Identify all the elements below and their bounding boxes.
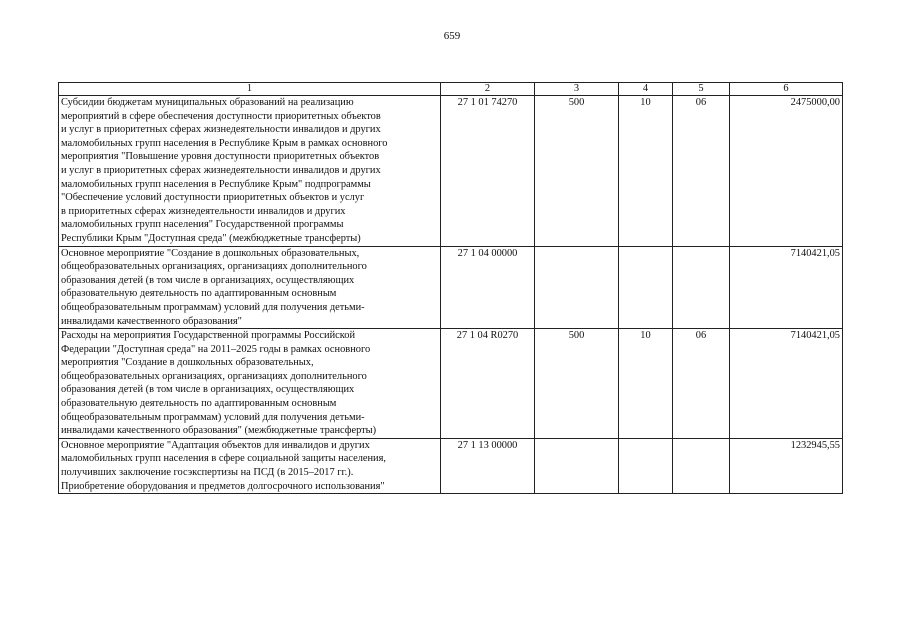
table-row	[59, 438, 843, 493]
row-subsection: 06	[673, 329, 730, 439]
row-amount: 7140421,05	[730, 329, 843, 439]
col-header-section: 4	[619, 83, 673, 96]
row-subsection: 06	[673, 96, 730, 247]
row-subsection	[673, 438, 730, 493]
header-row	[59, 83, 843, 96]
row-section: 10	[619, 96, 673, 247]
table-row	[59, 329, 843, 439]
col-header-subsection: 5	[673, 83, 730, 96]
row-code: 27 1 13 00000	[441, 438, 535, 493]
row-expense-type: 500	[535, 96, 619, 247]
row-code: 27 1 01 74270	[441, 96, 535, 247]
row-name: Расходы на мероприятия Государственной программы Российской Федерации "Доступная среда" на 2011–2025 годы в рамках основного мероприятия "Создание в дошкольных образовательных, общеобразовательных организациях, организациях дополнительного образования детей (в том числе в организациях, осуществляющих образовательную деятельность по адаптированным основным общеобразовательным программам) условий для получения детьми- инвалидами качественного образования" (межбюджетные трансферты)	[59, 329, 441, 439]
row-section	[619, 438, 673, 493]
row-subsection	[673, 246, 730, 329]
col-header-name: 1	[59, 83, 441, 96]
row-name: Субсидии бюджетам муниципальных образований на реализацию мероприятий в сфере обеспечения доступности приоритетных объектов и услуг в приоритетных сферах жизнедеятельности инвалидов и других маломобильных групп населения в Республике Крым в рамках основного мероприятия "Повышение уровня доступности приоритетных объектов и услуг в приоритетных сферах жизнедеятельности инвалидов и других маломобильных групп населения в Республике Крым" подпрограммы "Обеспечение условий доступности приоритетных объектов и услуг в приоритетных сферах жизнедеятельности инвалидов и других маломобильных групп населения" Государственной программы Республики Крым "Доступная среда" (межбюджетные трансферты)	[59, 96, 441, 247]
col-header-code: 2	[441, 83, 535, 96]
page-number: 659	[443, 30, 461, 42]
row-amount: 7140421,05	[730, 246, 843, 329]
table-row	[59, 246, 843, 329]
row-expense-type	[535, 438, 619, 493]
budget-table	[58, 82, 843, 494]
row-section: 10	[619, 329, 673, 439]
row-amount: 2475000,00	[730, 96, 843, 247]
row-expense-type: 500	[535, 329, 619, 439]
row-amount: 1232945,55	[730, 438, 843, 493]
row-name: Основное мероприятие "Создание в дошкольных образовательных, общеобразовательных организациях, организациях дополнительного образования детей (в том числе в организациях, осуществляющих образовательную деятельность по адаптированным основным общеобразовательным программам) условий для получения детьми- инвалидами качественного образования"	[59, 246, 441, 329]
row-name: Основное мероприятие "Адаптация объектов для инвалидов и других маломобильных групп населения в сфере социальной защиты населения, получивших заключение госэкспертизы на ПСД (в 2015–2017 гг.). Приобретение оборудования и предметов долгосрочного использования"	[59, 438, 441, 493]
row-code: 27 1 04 00000	[441, 246, 535, 329]
row-code: 27 1 04 R0270	[441, 329, 535, 439]
col-header-expense-type: 3	[535, 83, 619, 96]
row-section	[619, 246, 673, 329]
col-header-amount: 6	[730, 83, 843, 96]
row-expense-type	[535, 246, 619, 329]
table-row	[59, 96, 843, 247]
